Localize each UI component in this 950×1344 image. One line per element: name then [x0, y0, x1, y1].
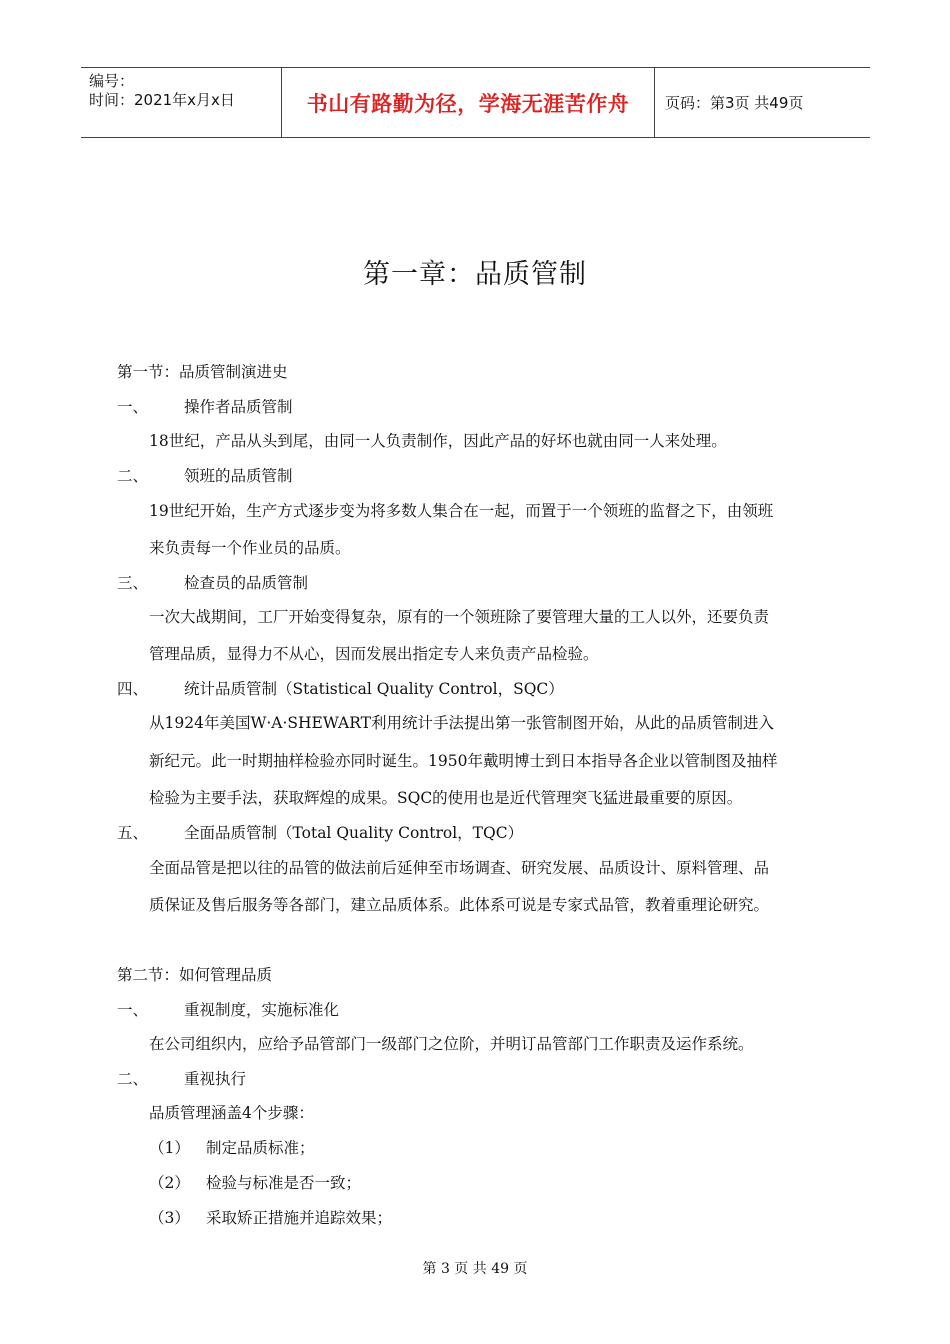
list-item-heading: 一、 重视制度，实施标准化: [117, 1001, 340, 1019]
paragraph-line: 在公司组织内，应给予品管部门一级部门之位阶，并明订品管部门工作职责及运作系统。: [149, 1035, 754, 1053]
step-item: （3） 采取矫正措施并追踪效果；: [149, 1209, 393, 1227]
list-item-heading: 一、 操作者品质管制: [117, 398, 293, 416]
paragraph-line: 一次大战期间，工厂开始变得复杂，原有的一个领班除了要管理大量的工人以外，还要负责: [149, 608, 770, 626]
step-item: （2） 检验与标准是否一致；: [149, 1174, 362, 1192]
code-label: 编号：: [89, 72, 135, 90]
section-title: 第二节：如何管理品质: [117, 966, 273, 984]
section-title: 第一节：品质管制演进史: [117, 363, 288, 381]
list-item-heading: 二、 重视执行: [117, 1070, 247, 1088]
list-item-heading: 五、 全面品质管制（Total Quality Control，TQC）: [117, 824, 524, 842]
paragraph-line: 全面品管是把以往的品管的做法前后延伸至市场调查、研究发展、品质设计、原料管理、品: [149, 859, 770, 877]
header-meta: [81, 68, 282, 137]
paragraph-line: 新纪元。此一时期抽样检验亦同时诞生。1950年戴明博士到日本指导各企业以管制图及抽样: [149, 752, 778, 770]
paragraph-line: 管理品质，显得力不从心，因而发展出指定专人来负责产品检验。: [149, 645, 599, 663]
paragraph-line: 质保证及售后服务等各部门，建立品质体系。此体系可说是专家式品管，教着重理论研究。: [149, 896, 770, 914]
paragraph-line: 18世纪，产品从头到尾，由同一人负责制作，因此产品的好坏也就由同一人来处理。: [149, 432, 727, 450]
step-item: （1） 制定品质标准；: [149, 1139, 315, 1157]
chapter-title: 第一章：品质管制: [363, 259, 587, 290]
page-header: [81, 67, 870, 138]
page-footer: 第 3 页 共 49 页: [422, 1261, 528, 1277]
paragraph-line: 检验为主要手法，获取辉煌的成果。SQC的使用也是近代管理突飞猛进最重要的原因。: [149, 789, 743, 807]
paragraph-line: 从1924年美国W·A·SHEWART利用统计手法提出第一张管制图开始，从此的品质管制进入: [149, 714, 774, 732]
header-motto: 书山有路勤为径，学海无涯苦作舟: [282, 68, 655, 137]
paragraph-line: 19世纪开始，生产方式逐步变为将多数人集合在一起，而置于一个领班的监督之下，由领班: [149, 502, 774, 520]
list-item-heading: 四、 统计品质管制（Statistical Quality Control，SQC）: [117, 680, 564, 698]
date-label: 时间：2021年x月x日: [89, 91, 235, 109]
paragraph-line: 来负责每一个作业员的品质。: [149, 539, 351, 557]
list-item-heading: 三、 检查员的品质管制: [117, 574, 309, 592]
header-page-info: 页码：第3页 共49页: [665, 94, 804, 112]
paragraph-line: 品质管理涵盖4个步骤：: [149, 1104, 314, 1122]
list-item-heading: 二、 领班的品质管制: [117, 467, 293, 485]
